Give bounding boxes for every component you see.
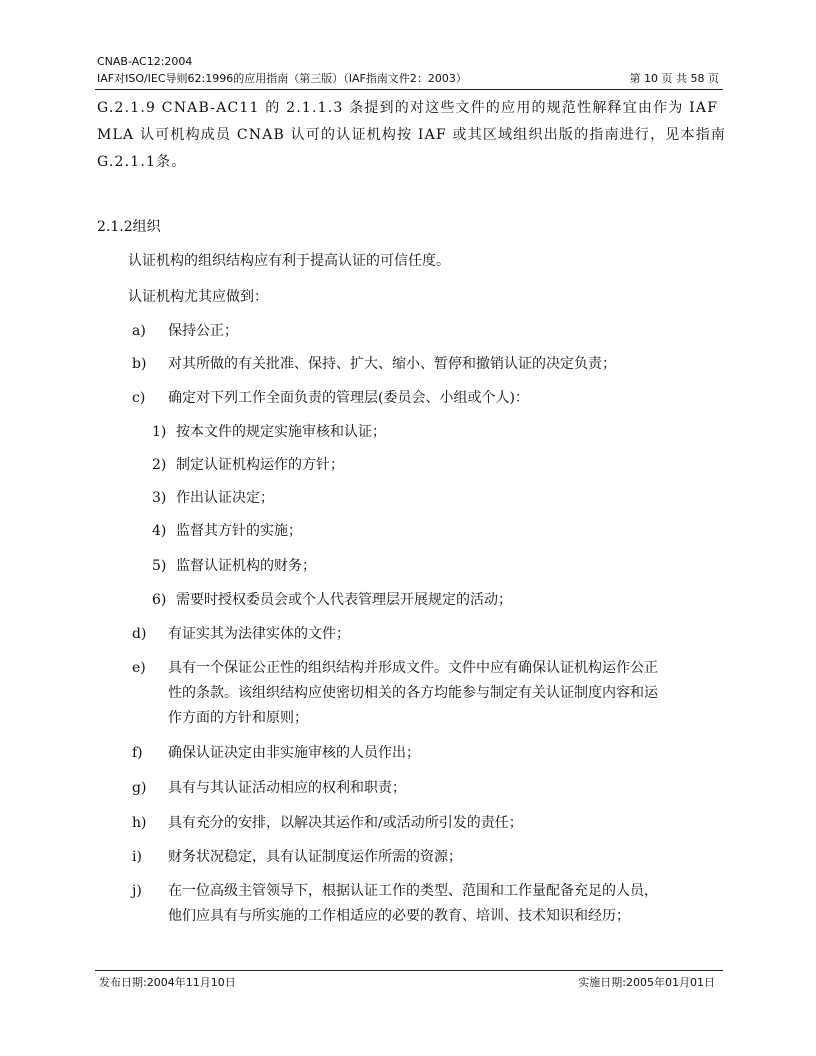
list-item-text: 保持公正； xyxy=(168,323,238,339)
list-item-text: 具有与其认证活动相应的权利和职责； xyxy=(168,780,406,796)
section-heading: 2.1.2组织 xyxy=(97,219,161,235)
doc-title: IAF对ISO/IEC导则62:1996的应用指南（第三版）（IAF指南文件2：2003） xyxy=(97,72,467,85)
intro-line-2: MLA 认可机构成员 CNAB 认可的认证机构按 IAF 或其区域组织出版的指南进行，见本指南 xyxy=(97,127,727,143)
list-marker: e) xyxy=(132,660,146,676)
list-item-e xyxy=(132,655,732,735)
list-marker: 2) xyxy=(152,457,167,473)
sub-item-4 xyxy=(152,518,712,544)
list-item-text: 财务状况稳定，具有认证制度运作所需的资源； xyxy=(168,849,462,865)
list-item-text: 监督其方针的实施； xyxy=(176,523,302,539)
list-item-text: 有证实其为法律实体的文件； xyxy=(168,626,350,642)
paragraph-1: 认证机构的组织结构应有利于提高认证的可信任度。 xyxy=(128,253,450,269)
list-marker: d) xyxy=(132,626,147,642)
list-item-h xyxy=(132,810,732,836)
list-marker: 5) xyxy=(152,558,167,574)
list-item-g xyxy=(132,775,732,801)
list-item-text: 制定认证机构运作的方针； xyxy=(176,457,344,473)
list-marker: j) xyxy=(132,883,142,899)
list-item-b xyxy=(132,351,732,377)
footer-divider xyxy=(95,970,723,971)
effective-date: 实施日期:2005年01月01日 xyxy=(578,976,715,989)
list-item-j xyxy=(132,878,732,934)
list-marker: g) xyxy=(132,780,147,796)
list-marker: a) xyxy=(132,323,146,339)
list-marker: i) xyxy=(132,849,142,865)
intro-line-1: G.2.1.9 CNAB-AC11 的 2.1.1.3 条提到的对这些文件的应用的规范性解释宜由作为 IAF xyxy=(97,100,719,116)
list-item-c xyxy=(132,385,732,411)
sub-item-2 xyxy=(152,452,712,478)
sub-item-3 xyxy=(152,485,712,511)
list-item-text: 按本文件的规定实施审核和认证； xyxy=(176,424,386,440)
list-marker: 6) xyxy=(152,592,167,608)
list-item-text: 需要时授权委员会或个人代表管理层开展规定的活动； xyxy=(176,592,512,608)
list-item-text-line-1: 具有一个保证公正性的组织结构并形成文件。文件中应有确保认证机构运作公正 xyxy=(168,660,658,676)
list-marker: f) xyxy=(132,745,143,761)
list-item-f xyxy=(132,740,732,766)
list-item-a xyxy=(132,318,732,344)
list-item-d xyxy=(132,621,732,647)
page-info: 第 10 页 共 58 页 xyxy=(629,72,719,85)
header-divider xyxy=(95,89,723,90)
list-item-text: 确定对下列工作全面负责的管理层(委员会、小组或个人)： xyxy=(168,390,529,406)
issue-date: 发布日期:2004年11月10日 xyxy=(99,976,236,989)
list-marker: c) xyxy=(132,390,146,406)
doc-code: CNAB-AC12:2004 xyxy=(97,55,193,68)
list-item-text: 监督认证机构的财务； xyxy=(176,558,316,574)
sub-item-1 xyxy=(152,419,712,445)
list-marker: b) xyxy=(132,356,147,372)
list-marker: 1) xyxy=(152,424,167,440)
list-item-text: 对其所做的有关批准、保持、扩大、缩小、暂停和撤销认证的决定负责； xyxy=(168,356,616,372)
sub-item-5 xyxy=(152,553,712,579)
list-marker: 4) xyxy=(152,523,167,539)
list-marker: 3) xyxy=(152,490,167,506)
list-item-text: 作出认证决定； xyxy=(176,490,274,506)
list-item-text: 具有充分的安排，以解决其运作和/或活动所引发的责任； xyxy=(168,815,523,831)
list-item-text-line-2: 性的条款。该组织结构应使密切相关的各方均能参与制定有关认证制度内容和运 xyxy=(168,685,658,701)
list-item-text-line-3: 作方面的方针和原则； xyxy=(168,710,308,726)
header-row xyxy=(97,71,721,87)
list-item-text-line-1: 在一位高级主管领导下，根据认证工作的类型、范围和工作量配备充足的人员， xyxy=(168,883,658,899)
sub-item-6 xyxy=(152,587,712,613)
paragraph-2: 认证机构尤其应做到： xyxy=(128,289,268,305)
intro-line-3: G.2.1.1条。 xyxy=(97,154,187,170)
list-item-i xyxy=(132,844,732,870)
list-marker: h) xyxy=(132,815,147,831)
list-item-text-line-2: 他们应具有与所实施的工作相适应的必要的教育、培训、技术知识和经历； xyxy=(168,908,630,924)
list-item-text: 确保认证决定由非实施审核的人员作出； xyxy=(168,745,420,761)
